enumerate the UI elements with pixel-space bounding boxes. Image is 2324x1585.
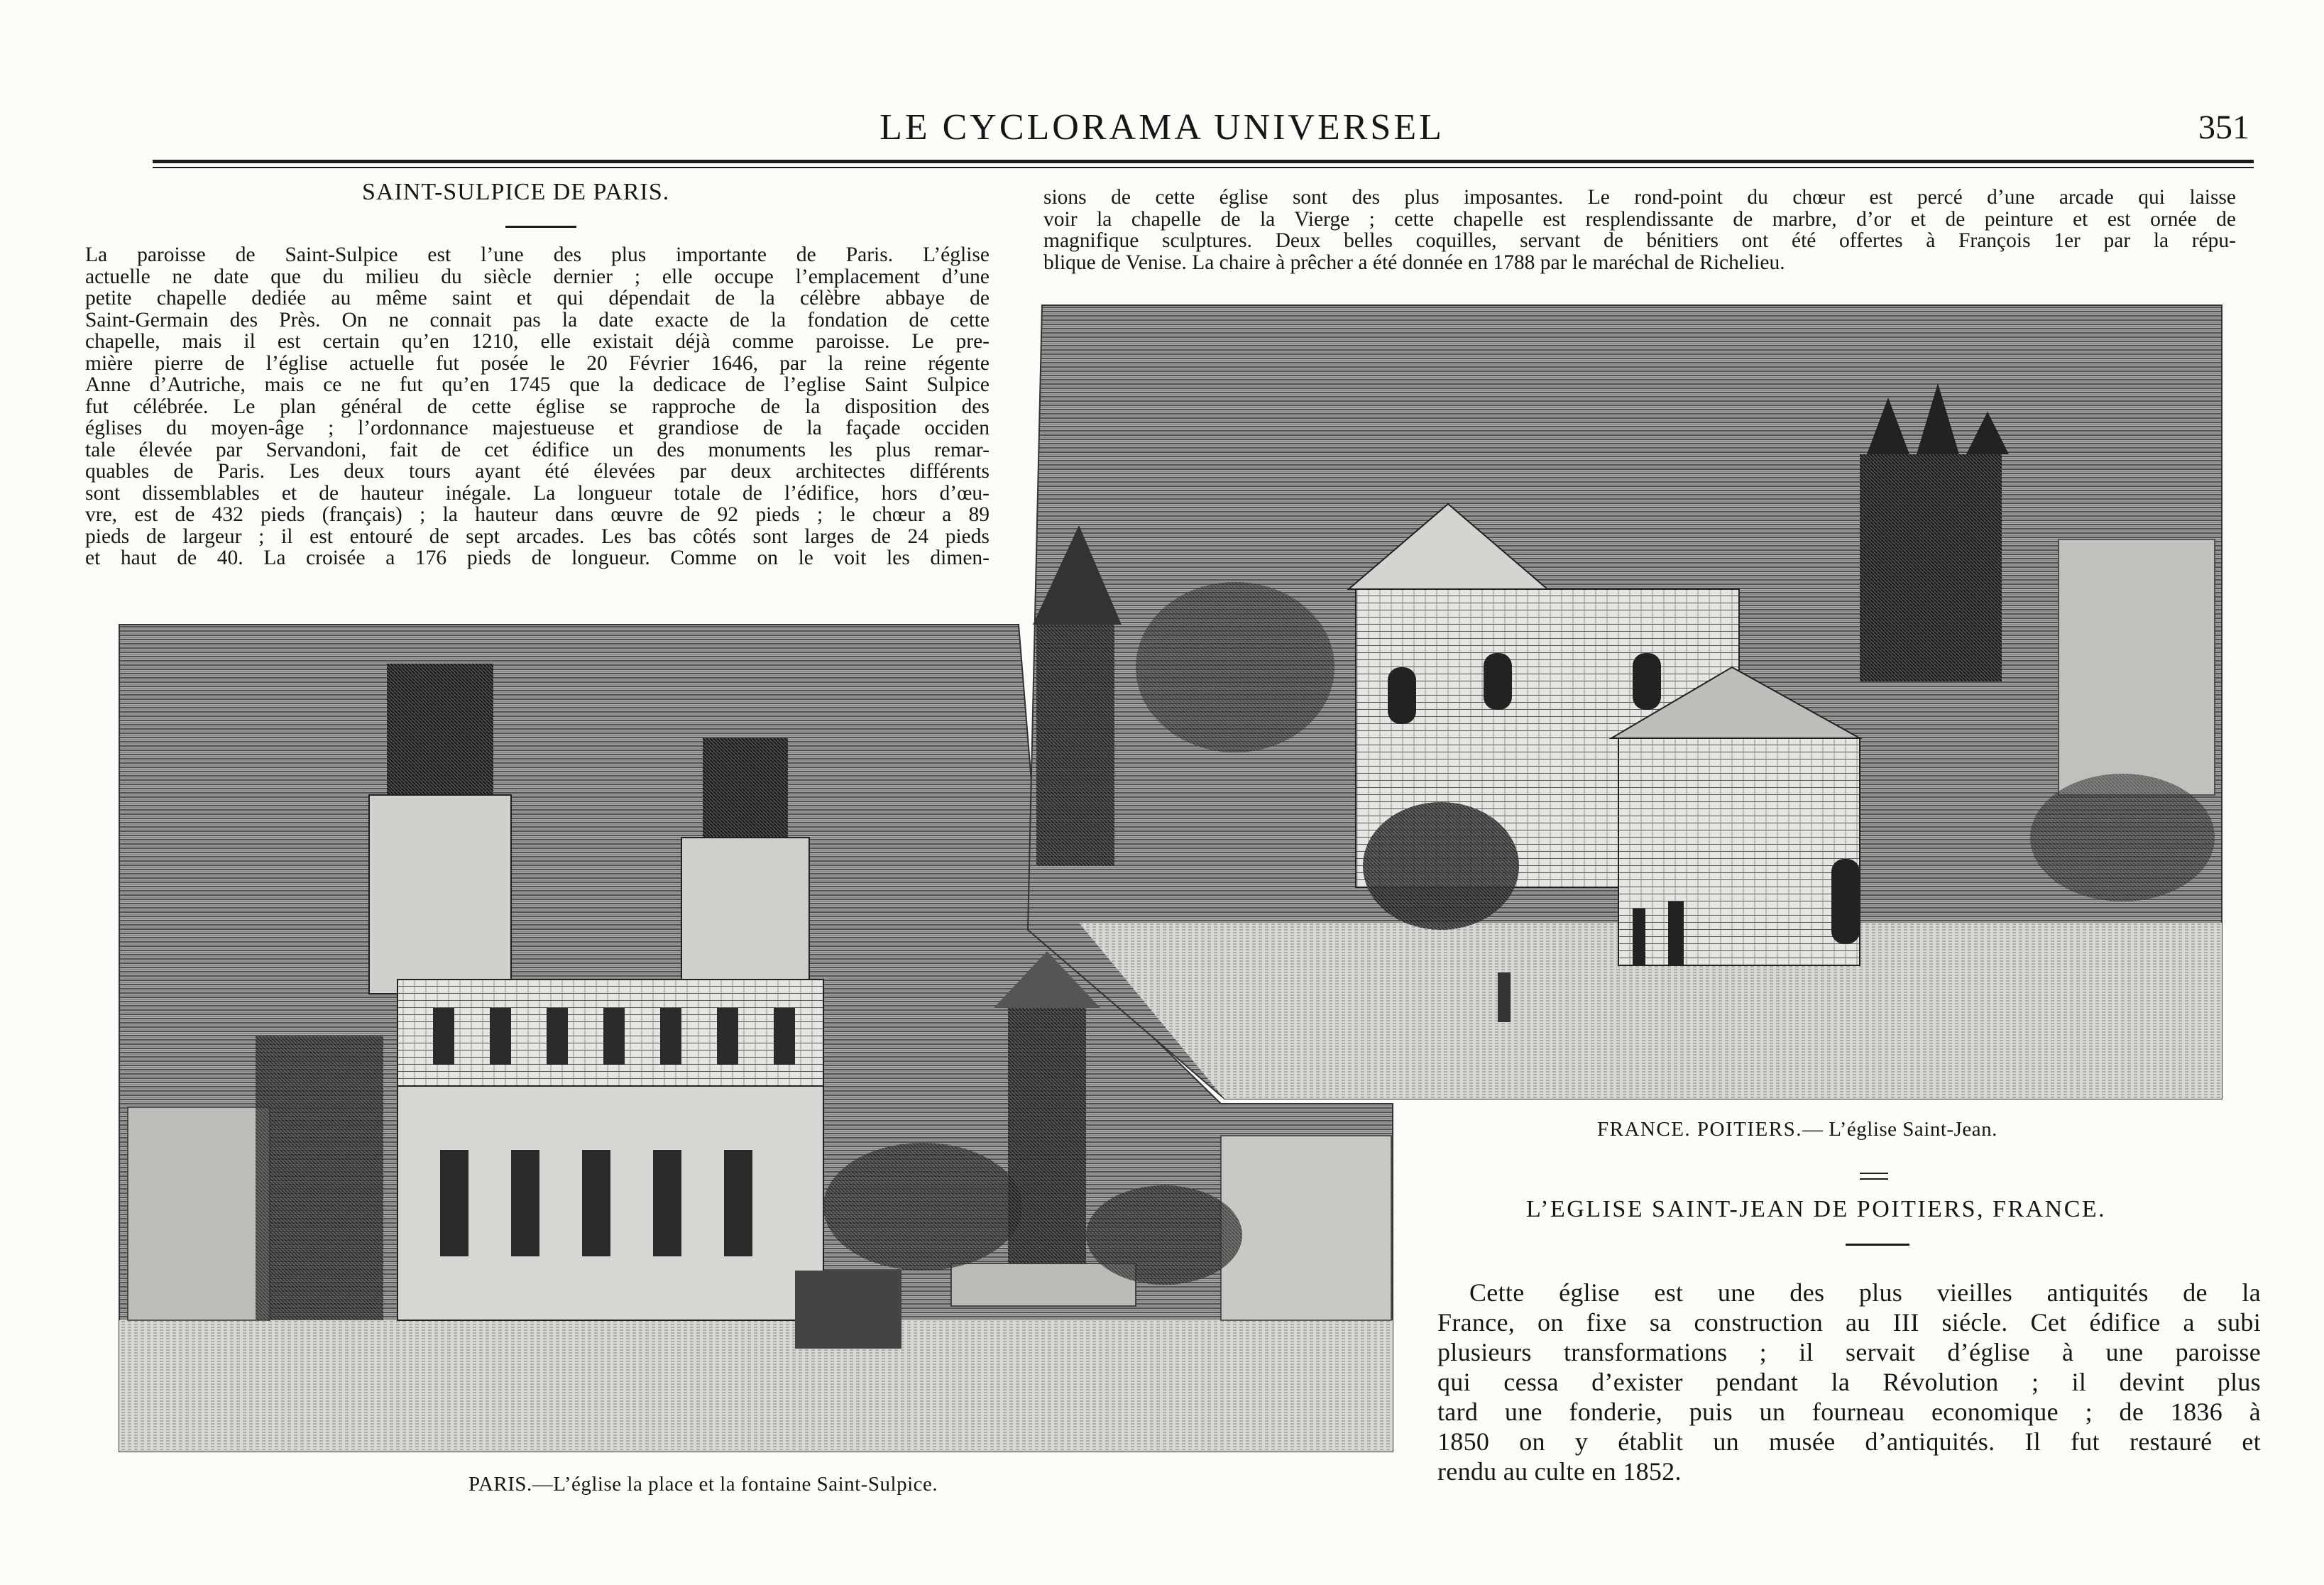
running-header-title: LE CYCLORAMA UNIVERSEL [879, 107, 1445, 148]
poitiers-caption-place: FRANCE. POITIERS. [1597, 1118, 1802, 1141]
text-line: sions de cette église sont des plus imposantes. Le rond-point du chœur est percé d’une arcade qui laisse [1043, 186, 2236, 209]
poitiers-caption-subject: — L’église Saint-Jean. [1802, 1118, 1997, 1141]
text-line: France, on fixe sa construction au III siécle. Cet édifice a subi [1437, 1308, 2261, 1337]
text-line: 1850 on y établit un musée d’antiquités. Il fut restauré et [1437, 1427, 2261, 1456]
text-line: actuelle ne date que du milieu du siècle dernier ; elle occupe l’emplacement d’une [85, 265, 990, 288]
article-title-saint-jean: L’EGLISE SAINT-JEAN DE POITIERS, FRANCE. [1526, 1196, 2107, 1222]
title-divider [1846, 1244, 1909, 1246]
text-line: mière pierre de l’église actuelle fut posée le 20 Février 1646, par la reine régente [85, 351, 990, 375]
text-line: chapelle, mais il est certain qu’en 1210, elle existait déjà comme paroisse. Le pre- [85, 330, 990, 353]
paris-image-caption: PARIS.—L’église la place et la fontaine Saint-Sulpice. [468, 1473, 938, 1496]
text-line: fut célébrée. Le plan général de cette église se rapproche de la disposition des [85, 395, 990, 418]
text-line: sont dissemblables et de hauteur inégale. La longueur totale de l’édifice, hors d’œu- [85, 481, 990, 505]
text-line: tard une fonderie, puis un fourneau economique ; de 1836 à [1437, 1398, 2261, 1426]
text-line: et haut de 40. La croisée a 176 pieds de longueur. Comme on le voit les dimen- [85, 547, 990, 569]
poitiers-image-caption [1597, 1118, 1997, 1141]
article-body-saint-jean [1437, 1278, 2261, 1486]
text-line: rendu au culte en 1852. [1437, 1457, 1682, 1486]
text-line: Anne d’Autriche, mais ce ne fut qu’en 1745 que la dedicace de l’eglise Saint Sulpice [85, 373, 990, 396]
text-line: églises du moyen-âge ; l’ordonnance majestueuse et grandiose de la façade occiden [85, 417, 990, 439]
text-line: plusieurs transformations ; il servait d’église à une paroisse [1437, 1338, 2261, 1366]
text-line: magnifique sculptures. Deux belles coquilles, servant de bénitiers ont été offertes à François 1er par la répu- [1043, 229, 2236, 252]
text-line: blique de Venise. La chaire à prêcher a été donnée en 1788 par le maréchal de Richelieu. [1043, 251, 1785, 274]
text-line: petite chapelle dediée au même saint et qui dépendait de la célèbre abbaye de [85, 287, 990, 309]
caption-divider [1860, 1173, 1888, 1174]
text-line: quables de Paris. Les deux tours ayant été élevées par deux architectes différents [85, 460, 990, 483]
page-number: 351 [2198, 109, 2249, 146]
text-line: La paroisse de Saint-Sulpice est l’une des plus importante de Paris. L’église [85, 243, 990, 266]
article-title-saint-sulpice: SAINT-SULPICE DE PARIS. [362, 179, 670, 205]
text-line: qui cessa d’exister pendant la Révolution ; il devint plus [1437, 1368, 2261, 1396]
text-line: Cette église est une des plus vieilles antiquités de la [1469, 1278, 2261, 1307]
text-line: vre, est de 432 pieds (français) ; la hauteur dans œuvre de 92 pieds ; le chœur a 89 [85, 503, 990, 526]
text-line: Saint-Germain des Près. On ne connait pas la date exacte de la fondation de cette [85, 308, 990, 331]
text-line: voir la chapelle de la Vierge ; cette chapelle est resplendissante de marbre, d’or et de peinture et est ornée de [1043, 207, 2236, 231]
text-line: tale élevée par Servandoni, fait de cet édifice un des monuments les plus remar- [85, 438, 990, 461]
caption-divider [1860, 1178, 1888, 1180]
text-line: pieds de largeur ; il est entouré de sept arcades. Les bas côtés sont larges de 24 pieds [85, 525, 990, 548]
poitiers-engraving [1028, 305, 2222, 1099]
